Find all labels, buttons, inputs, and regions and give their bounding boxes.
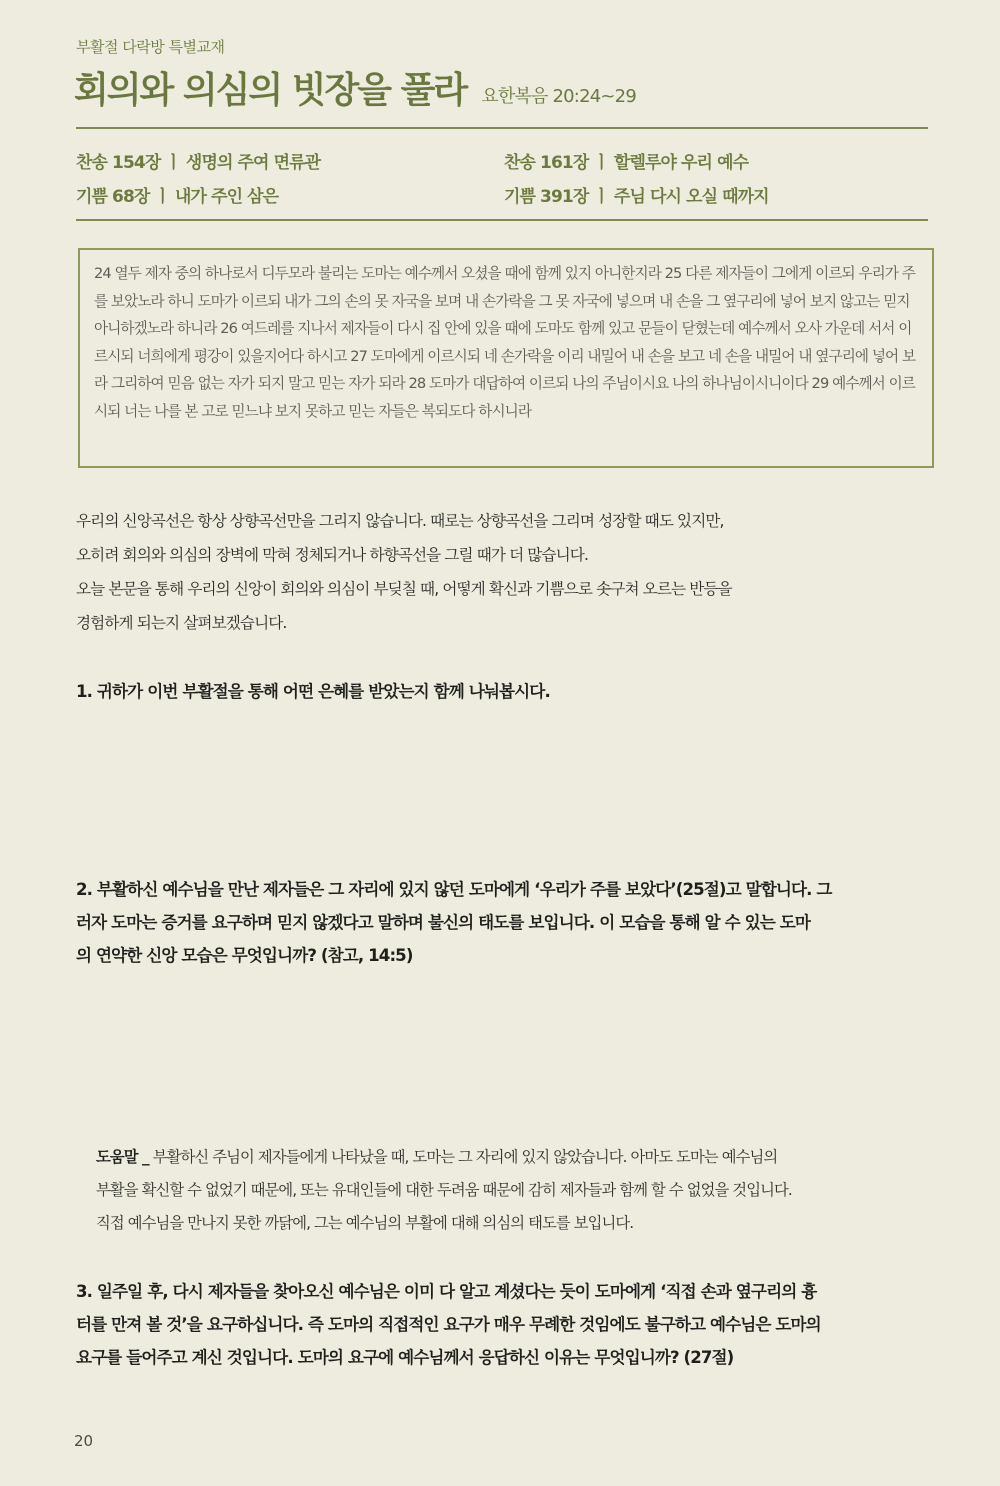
series-label: 부활절 다락방 특별교재 <box>76 38 225 56</box>
question-2 <box>76 873 938 972</box>
hymn-1: 찬송 154장 ㅣ 생명의 주여 면류관 <box>76 153 321 173</box>
intro-line: 경험하게 되는지 살펴보겠습니다. <box>76 614 287 632</box>
question-line: 요구를 들어주고 계신 것입니다. 도마의 요구에 예수님께서 응답하신 이유는 무엇입니까? (27절) <box>76 1348 734 1367</box>
question-line: 러자 도마는 증거를 요구하며 믿지 않겠다고 말하며 불신의 태도를 보입니다. 이 모습을 통해 알 수 있는 도마 <box>76 913 811 932</box>
help-line: 부활을 확신할 수 없었기 때문에, 또는 유대인들에 대한 두려움 때문에 감히 제자들과 함께 할 수 없었을 것입니다. <box>96 1181 792 1199</box>
question-1 <box>76 675 938 708</box>
scripture-box: 24 열두 제자 중의 하나로서 디두모라 불리는 도마는 예수께서 오셨을 때에 함께 있지 아니한지라 25 다른 제자들이 그에게 이르되 우리가 주를 보았노라 하니 도마가 이르되 내가 그의 손의 못 자국을 보며 내 손가락을 그 못 자국에 넣으며 내 손을 그 옆구리에 넣어 보지 않고는 믿지 아니하겠노라 하니라 26 여드레를 지나서 제자들이 다시 집 안에 있을 때에 도마도 함께 있고 문들이 닫혔는데 예수께서 오사 가운데 서서 이르시되 너희에게 평강이 있을지어다 하시고 27 도마에게 이르시되 네 손가락을 이리 내밀어 내 손을 보고 네 손을 내밀어 내 옆구리에 넣어 보라 그리하여 믿음 없는 자가 되지 말고 믿는 자가 되라 28 도마가 대답하여 이르되 나의 주님이시요 나의 하나님이시니이다 29 예수께서 이르시되 너는 나를 본 고로 믿느냐 보지 못하고 믿는 자들은 복되도다 하시니라 <box>78 248 934 468</box>
intro-line: 우리의 신앙곡선은 항상 상향곡선만을 그리지 않습니다. 때로는 상향곡선을 그리며 성장할 때도 있지만, <box>76 512 724 530</box>
top-divider <box>76 127 928 129</box>
question-line: 의 연약한 신앙 모습은 무엇입니까? (참고, 14:5) <box>76 946 413 965</box>
help-line <box>96 1141 938 1174</box>
intro-paragraph <box>76 504 936 640</box>
question-line: 2. 부활하신 예수님을 만난 제자들은 그 자리에 있지 않던 도마에게 ‘우리가 주를 보았다’(25절)고 말합니다. 그 <box>76 880 832 899</box>
scripture-reference: 요한복음 20:24~29 <box>481 86 636 107</box>
title-row <box>74 62 636 113</box>
intro-line: 오늘 본문을 통해 우리의 신앙이 회의와 의심이 부딪칠 때, 어떻게 확신과 기쁨으로 솟구쳐 오르는 반등을 <box>76 580 732 598</box>
question-line: 1. 귀하가 이번 부활절을 통해 어떤 은혜를 받았는지 함께 나눠봅시다. <box>76 682 550 701</box>
page-number: 20 <box>74 1432 94 1450</box>
hymn-4: 기쁨 391장 ㅣ 주님 다시 오실 때까지 <box>504 187 769 207</box>
help-line: 직접 예수님을 만나지 못한 까닭에, 그는 예수님의 부활에 대해 의심의 태도를 보입니다. <box>96 1214 634 1232</box>
help-note <box>96 1141 938 1240</box>
intro-line: 오히려 회의와 의심의 장벽에 막혀 정체되거나 하향곡선을 그릴 때가 더 많습니다. <box>76 546 589 564</box>
help-text: 부활하신 주님이 제자들에게 나타났을 때, 도마는 그 자리에 있지 않았습니다. 아마도 도마는 예수님의 <box>148 1148 778 1166</box>
hymn-2: 찬송 161장 ㅣ 할렐루야 우리 예수 <box>504 153 749 173</box>
help-label: 도움말 _ <box>96 1148 149 1166</box>
question-line: 3. 일주일 후, 다시 제자들을 찾아오신 예수님은 이미 다 알고 계셨다는 듯이 도마에게 ‘직접 손과 옆구리의 흉 <box>76 1282 817 1301</box>
hymn-divider <box>76 219 928 221</box>
hymn-3: 기쁨 68장 ㅣ 내가 주인 삼은 <box>76 187 279 207</box>
question-3 <box>76 1275 938 1374</box>
page-title: 회의와 의심의 빗장을 풀라 <box>74 70 467 111</box>
question-line: 터를 만져 볼 것’을 요구하십니다. 즉 도마의 직접적인 요구가 매우 무례한 것임에도 불구하고 예수님은 도마의 <box>76 1315 821 1334</box>
